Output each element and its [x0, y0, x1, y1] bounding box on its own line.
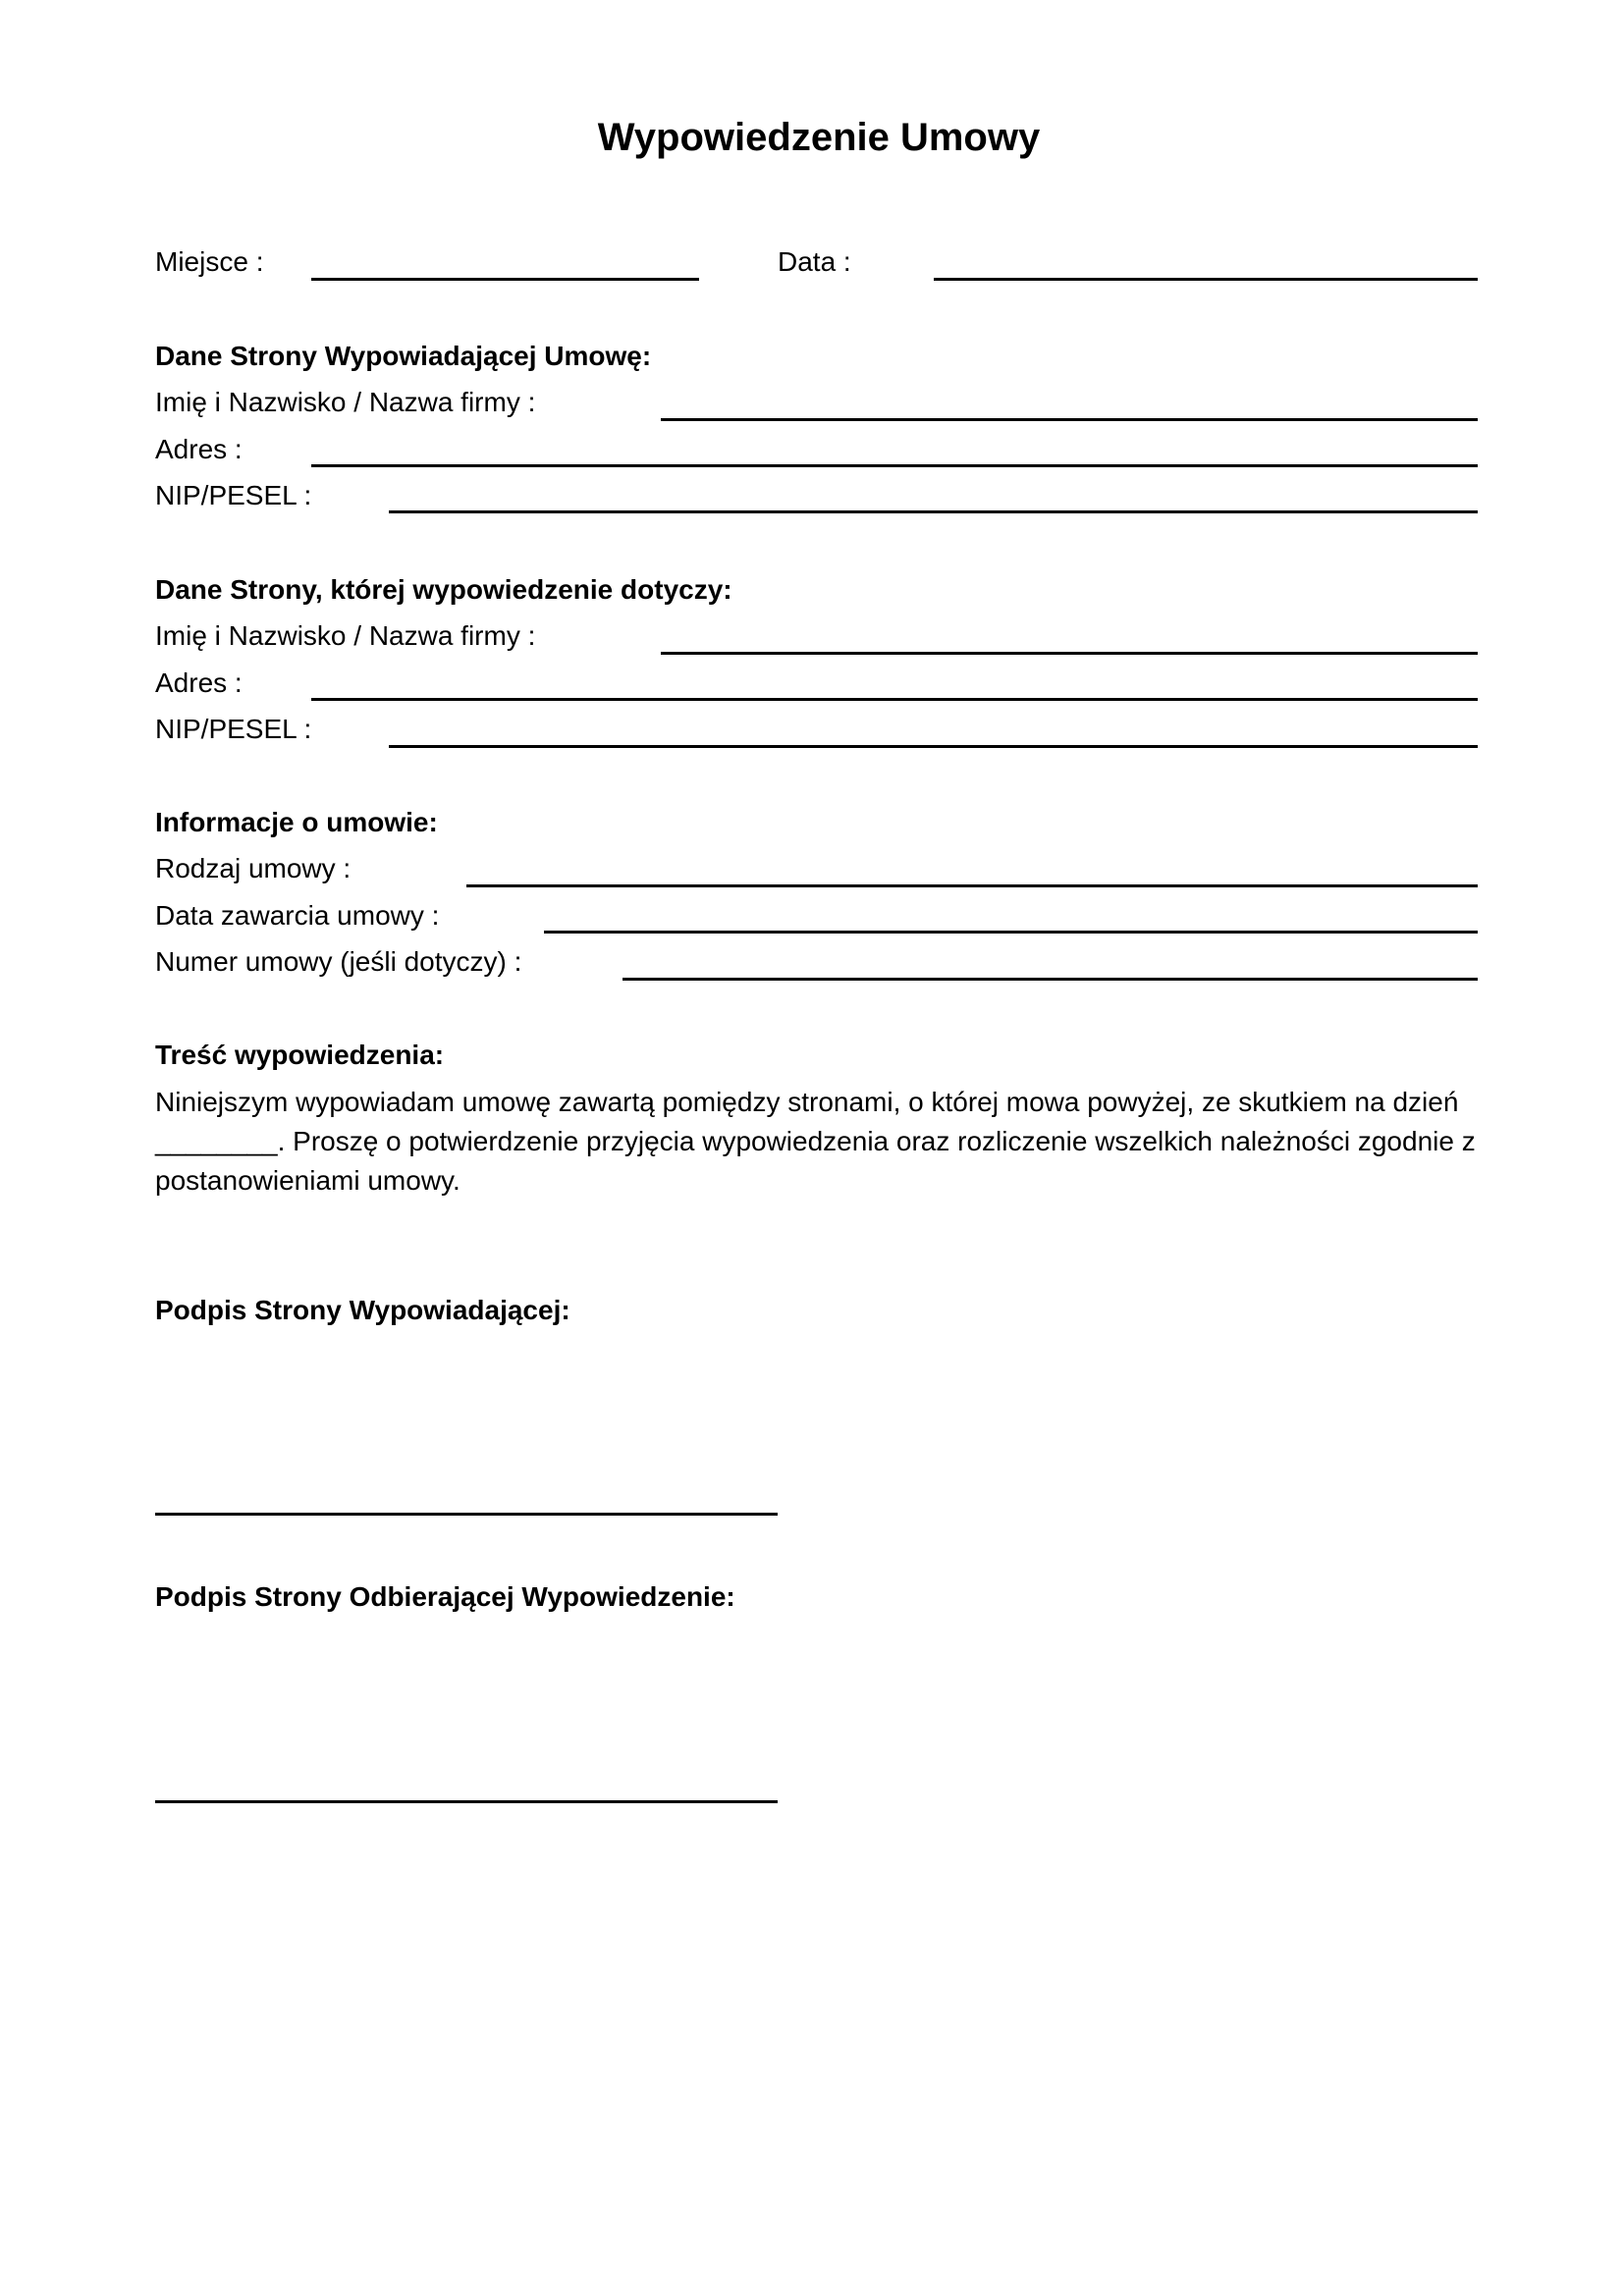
- date-label: Data :: [778, 246, 851, 277]
- content-body: Niniejszym wypowiadam umowę zawartą pomiędzy stronami, o której mowa powyżej, ze skutkiem na dzień ________. Proszę o potwierdzenie przyjęcia wypowiedzenia oraz rozliczenie wszelkich należności zgodnie z postanowieniami umowy.: [155, 1087, 1476, 1196]
- signature-terminating-line[interactable]: [155, 1513, 778, 1516]
- terminating-party-heading: Dane Strony Wypowiadającej Umowę:: [155, 341, 652, 371]
- content-heading: Treść wypowiedzenia:: [155, 1040, 445, 1070]
- other-name-field[interactable]: [661, 652, 1478, 655]
- contract-info-heading: Informacje o umowie:: [155, 807, 438, 837]
- other-id-field[interactable]: [389, 745, 1478, 748]
- signature-receiving-label: Podpis Strony Odbierającej Wypowiedzenie:: [155, 1581, 735, 1612]
- signature-terminating-label: Podpis Strony Wypowiadającej:: [155, 1295, 570, 1325]
- place-label: Miejsce :: [155, 246, 264, 277]
- contract-type-field[interactable]: [466, 884, 1478, 887]
- terminating-id-label: NIP/PESEL :: [155, 480, 312, 510]
- terminating-id-field[interactable]: [389, 510, 1478, 513]
- contract-number-field[interactable]: [623, 978, 1478, 981]
- other-id-label: NIP/PESEL :: [155, 714, 312, 744]
- terminating-name-field[interactable]: [661, 418, 1478, 421]
- signature-receiving-line[interactable]: [155, 1800, 778, 1803]
- terminating-name-label: Imię i Nazwisko / Nazwa firmy :: [155, 387, 536, 417]
- other-address-field[interactable]: [311, 698, 1478, 701]
- page-title: Wypowiedzenie Umowy: [597, 116, 1041, 159]
- place-field[interactable]: [311, 278, 699, 281]
- contract-type-label: Rodzaj umowy :: [155, 853, 352, 883]
- contract-date-field[interactable]: [544, 931, 1478, 934]
- other-party-heading: Dane Strony, której wypowiedzenie dotyczy:: [155, 574, 732, 605]
- other-address-label: Adres :: [155, 667, 243, 698]
- terminating-address-field[interactable]: [311, 464, 1478, 467]
- other-name-label: Imię i Nazwisko / Nazwa firmy :: [155, 620, 536, 651]
- contract-date-label: Data zawarcia umowy :: [155, 900, 440, 931]
- contract-number-label: Numer umowy (jeśli dotyczy) :: [155, 946, 522, 977]
- date-field[interactable]: [934, 278, 1478, 281]
- terminating-address-label: Adres :: [155, 434, 243, 464]
